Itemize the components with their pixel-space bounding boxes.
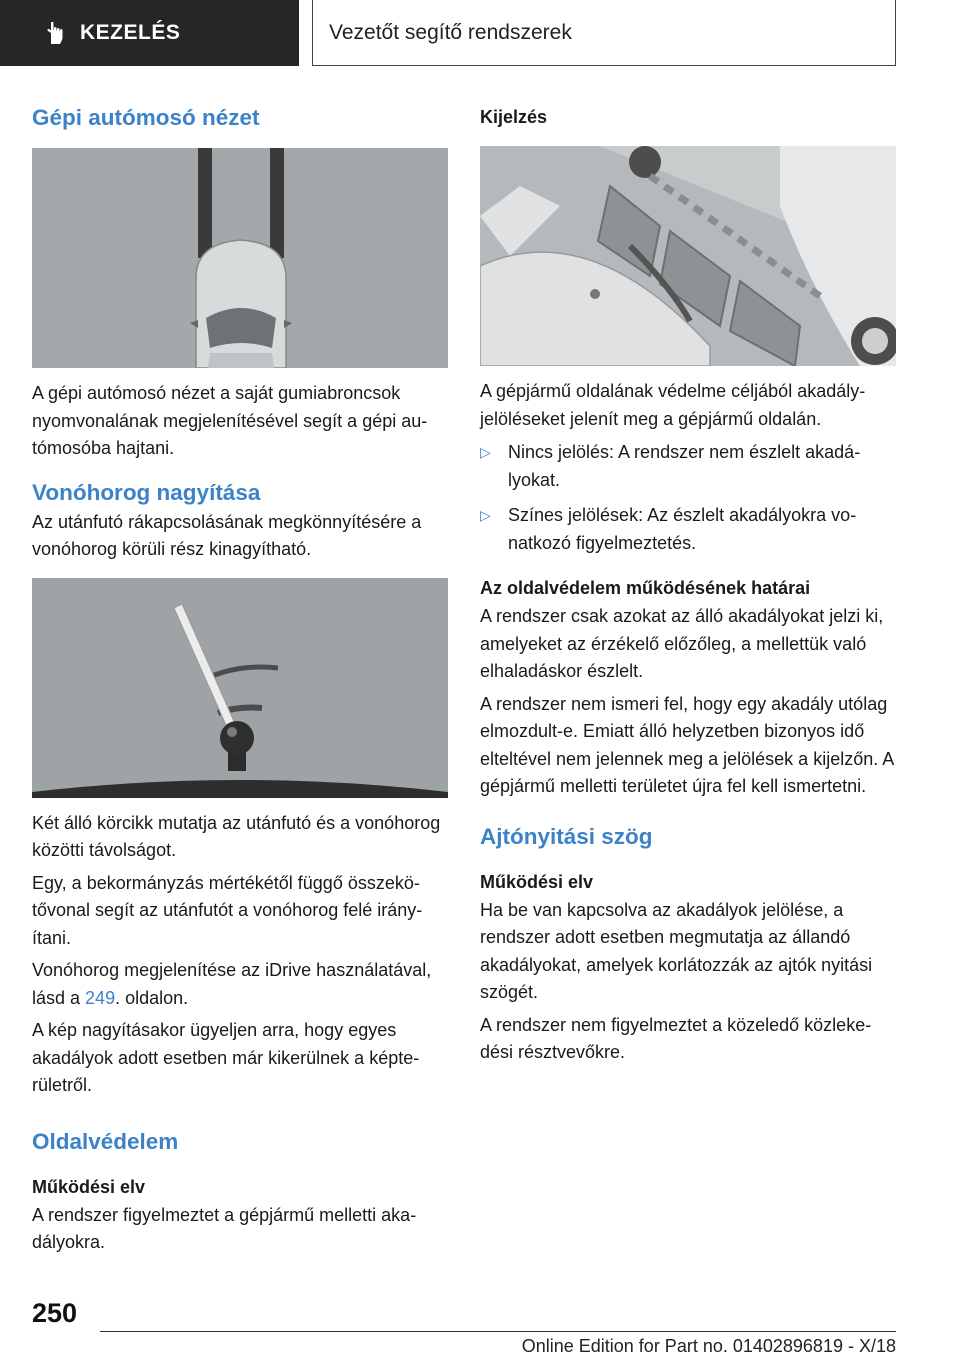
side-subtitle: Működési elv bbox=[32, 1176, 146, 1197]
triangle-bullet-icon: ▷ bbox=[480, 444, 491, 460]
heading-side-protection: Oldalvédelem bbox=[32, 1128, 179, 1154]
footer-divider bbox=[100, 1331, 896, 1332]
display-bullet-list bbox=[480, 439, 896, 557]
hitch-intro: Az utánfutó rákapcsolásának megkönnyítésére a vonóhorog körüli rész kinagyítható. bbox=[32, 511, 422, 559]
heading-door-angle: Ajtónyitási szög bbox=[480, 823, 653, 849]
carwash-text: A gépi autómosó nézet a saját gumiabroncsok nyomvonalának megjelenítésével segít a gépi autómosóba hajtani. bbox=[32, 383, 428, 458]
section-label: KEZELÉS bbox=[80, 21, 181, 44]
limits-p2: A rendszer nem ismeri fel, hogy egy akadály utólag elmozdult-e. Emiatt álló helyzetben bizonyos idő elteltével nem jelennek meg a jelölések a kijelzőn. A gépjármű melletti területet újra fel kell ismertetni. bbox=[480, 693, 894, 796]
hitch-zoom-image bbox=[32, 578, 448, 798]
hand-icon bbox=[42, 20, 68, 46]
side-text: A rendszer figyelmeztet a gépjármű melletti akadályokra. bbox=[32, 1204, 417, 1252]
hitch-p2: Egy, a bekormányzás mértékétől függő összekötővonal segít az utánfutót a vonóhorog felé irányítani. bbox=[32, 872, 423, 948]
display-text: A gépjármű oldalának védelme céljából akadályjelöléseket jelenít meg a gépjármű oldalán. bbox=[480, 381, 866, 429]
door-subtitle: Működési elv bbox=[480, 871, 594, 892]
edition-footer: Online Edition for Part no. 01402896819 - X/18 bbox=[521, 1336, 896, 1356]
door-p1: Ha be van kapcsolva az akadályok jelölése, a rendszer adott esetben megmutatja az állandó akadályokat, amelyek korlátozzák az ajtók nyitási szögét. bbox=[480, 899, 873, 1002]
hitch-p3 bbox=[32, 957, 448, 1012]
heading-carwash: Gépi autómosó nézet bbox=[32, 105, 260, 130]
limits-subtitle: Az oldalvédelem működésének határai bbox=[480, 578, 811, 598]
list-item: ▷ Színes jelölések: Az észlelt akadályokra vonatkozó figyelmeztetés. bbox=[480, 502, 896, 557]
hitch-p4: A kép nagyításakor ügyeljen arra, hogy egyes akadályok adott esetben már kikerülnek a képterületről. bbox=[32, 1020, 420, 1095]
triangle-bullet-icon: ▷ bbox=[480, 507, 491, 523]
breadcrumb: Vezetőt segítő rendszerek bbox=[312, 0, 896, 66]
heading-hitch: Vonóhorog nagyítása bbox=[32, 479, 261, 505]
left-column bbox=[32, 96, 448, 1262]
display-subtitle: Kijelzés bbox=[480, 107, 548, 127]
page-link-249[interactable]: 249 bbox=[85, 987, 116, 1008]
hitch-p1: Két álló körcikk mutatja az utánfutó és a vonóhorog közötti távolságot. bbox=[32, 812, 441, 860]
list-item: ▷ Nincs jelölés: A rendszer nem észlelt akadályokat. bbox=[480, 439, 896, 494]
page-number: 250 bbox=[32, 1298, 78, 1328]
side-protection-image bbox=[480, 146, 896, 366]
limits-p1: A rendszer csak azokat az álló akadályokat jelzi ki, amelyeket az érzékelő előzőleg, a mellettük való elhaladáskor észlelt. bbox=[480, 606, 884, 681]
door-p2: A rendszer nem figyelmeztet a közeledő közlekedési résztvevőkre. bbox=[480, 1014, 872, 1062]
hitch-p3-pre: Vonóhorog megjelenítése az iDrive használatával, lásd a bbox=[32, 960, 432, 1008]
section-tab bbox=[0, 0, 299, 66]
carwash-view-image bbox=[32, 148, 448, 368]
hitch-p3-post: . oldalon. bbox=[115, 987, 189, 1008]
right-column bbox=[480, 96, 896, 1072]
